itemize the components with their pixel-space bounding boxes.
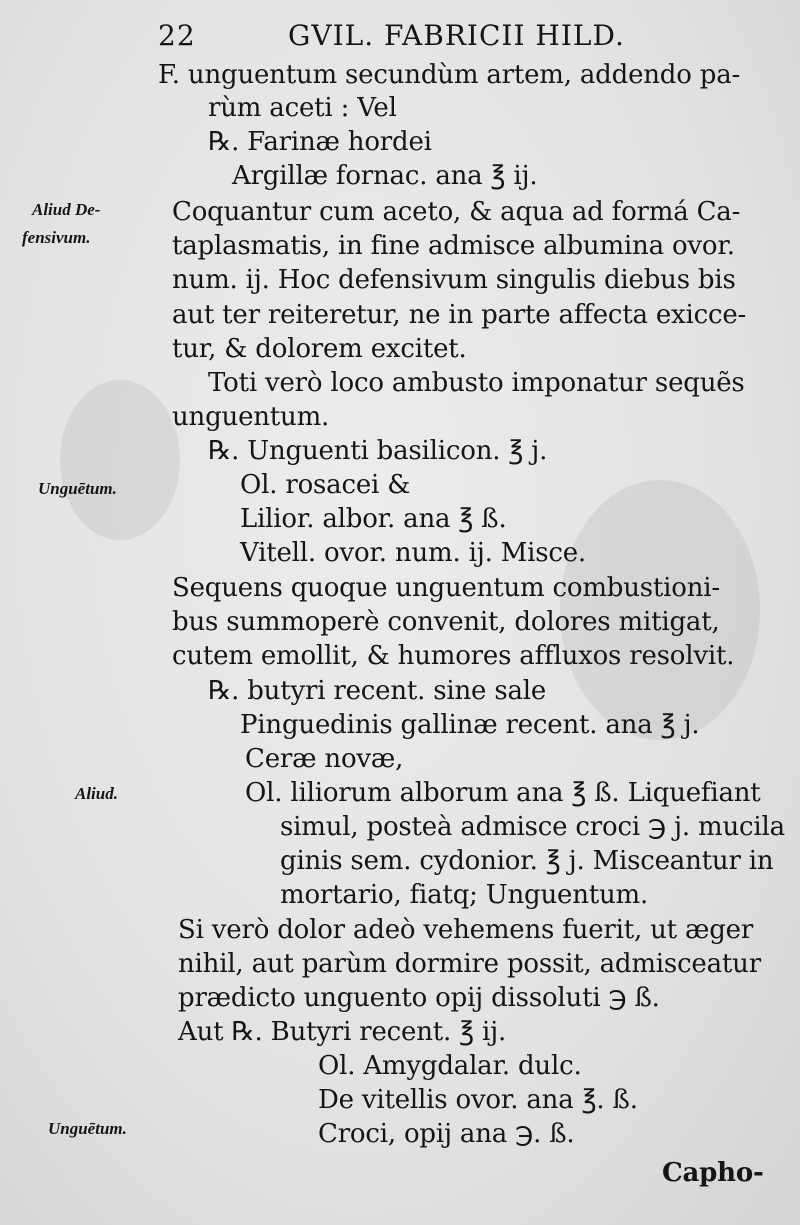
margin-note-aliud-defensivum-1: Aliud De-: [32, 200, 101, 219]
text-line: Pinguedinis gallinæ recent. ana ℥ j.: [240, 710, 700, 740]
text-line: F. unguentum secundùm artem, addendo pa-: [158, 60, 741, 90]
text-line: Vitell. ovor. num. ij. Misce.: [240, 538, 586, 568]
text-line: Coquantur cum aceto, & aqua ad formá Ca-: [172, 197, 741, 227]
text-line: aut ter reiteretur, ne in parte affecta exicce-: [172, 300, 747, 330]
text-line: ginis sem. cydonior. ℥ j. Misceantur in: [280, 846, 774, 876]
text-line: num. ij. Hoc defensivum singulis diebus bis: [172, 265, 736, 295]
text-line: Ceræ novæ,: [245, 744, 404, 774]
text-line: Argillæ fornac. ana ℥ ij.: [232, 161, 538, 191]
text-line: Lilior. albor. ana ℥ ß.: [240, 504, 507, 534]
text-line: ℞. Farinæ hordei: [208, 127, 432, 157]
text-line: tur, & dolorem excitet.: [172, 334, 467, 364]
paper-stain: [60, 380, 180, 540]
text-line: nihil, aut parùm dormire possit, admisceatur: [178, 949, 761, 979]
text-line: ℞. Unguenti basilicon. ℥ j.: [208, 436, 548, 466]
running-title: GVIL. FABRICII HILD.: [288, 19, 625, 52]
text-line: Croci, opij ana ℈. ß.: [318, 1119, 575, 1149]
text-line: Toti verò loco ambusto imponatur sequẽs: [208, 368, 745, 398]
margin-note-aliud-defensivum-2: fensivum.: [22, 228, 91, 247]
text-line: unguentum.: [172, 402, 330, 432]
margin-note-unguentum: Unguētum.: [38, 479, 117, 498]
text-line: Si verò dolor adeò vehemens fuerit, ut æger: [178, 915, 754, 945]
margin-note-aliud: Aliud.: [75, 784, 118, 803]
text-line: Sequens quoque unguentum combustioni-: [172, 573, 720, 603]
page-number: 22: [158, 19, 196, 52]
text-line: prædicto unguento opij dissoluti ℈ ß.: [178, 983, 660, 1013]
text-line: Ol. liliorum alborum ana ℥ ß. Liquefiant: [245, 778, 761, 808]
text-line: De vitellis ovor. ana ℥. ß.: [318, 1085, 638, 1115]
text-line: cutem emollit, & humores affluxos resolvit.: [172, 641, 735, 671]
text-line: ℞. butyri recent. sine sale: [208, 676, 547, 706]
text-line: Aut ℞. Butyri recent. ℥ ij.: [178, 1017, 507, 1047]
catchword: Capho-: [662, 1158, 764, 1188]
text-line: Ol. rosacei &: [240, 470, 411, 500]
text-line: taplasmatis, in fine admisce albumina ovor.: [172, 231, 735, 261]
text-line: simul, posteà admisce croci ℈ j. mucila: [280, 812, 785, 842]
text-line: mortario, fiatq; Unguentum.: [280, 880, 649, 910]
text-line: bus summoperè convenit, dolores mitigat,: [172, 607, 720, 637]
text-line: rùm aceti : Vel: [208, 93, 397, 123]
margin-note-unguentum-2: Unguētum.: [48, 1119, 127, 1138]
text-line: Ol. Amygdalar. dulc.: [318, 1051, 582, 1081]
